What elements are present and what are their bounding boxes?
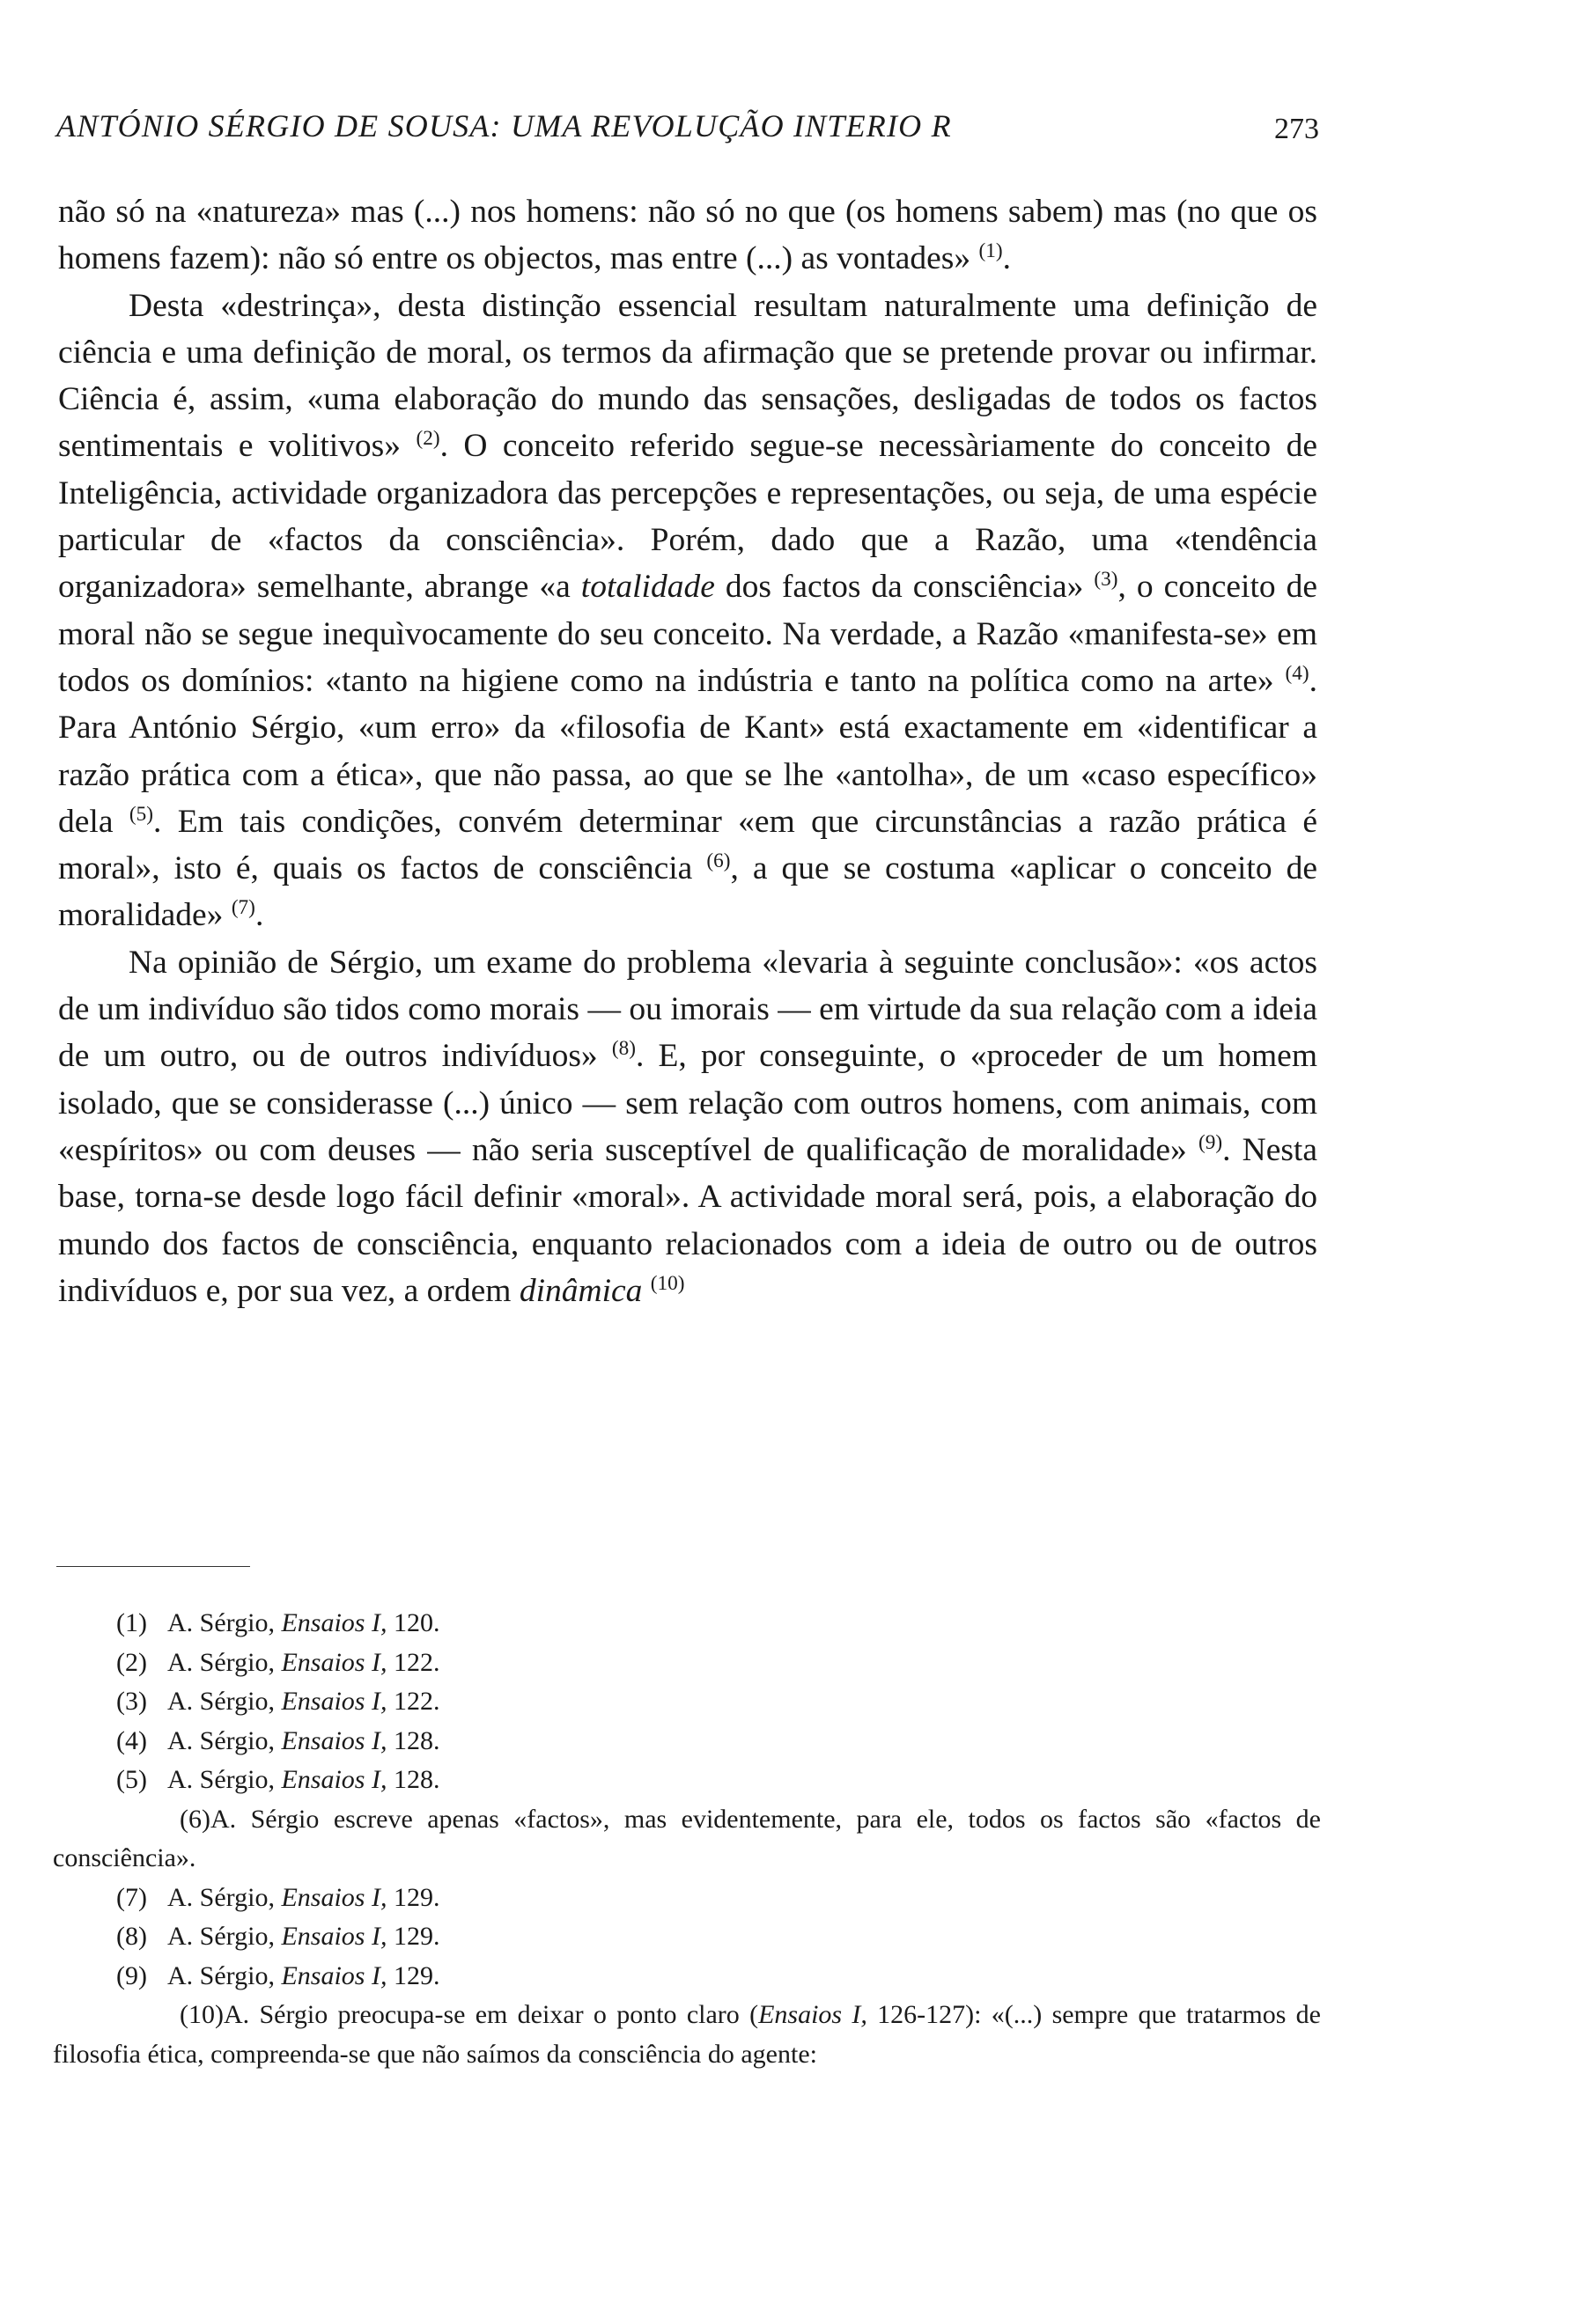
footnotes bbox=[53, 1604, 1321, 2074]
page-number: 273 bbox=[1274, 113, 1319, 145]
footnote-ref-10[interactable]: (10) bbox=[650, 1272, 685, 1296]
footnote-ref-6[interactable]: (6) bbox=[706, 849, 731, 873]
footnote-5: (5) A. Sérgio, Ensaios I, 128. bbox=[116, 1765, 440, 1794]
footnote-3: (3) A. Sérgio, Ensaios I, 122. bbox=[116, 1687, 440, 1716]
footnote-4: (4) A. Sérgio, Ensaios I, 128. bbox=[116, 1725, 440, 1755]
emphasis-dinamica: dinâmica bbox=[519, 1272, 643, 1309]
footnote-separator bbox=[56, 1566, 250, 1567]
footnote-10: (10)A. Sérgio preocupa-se em deixar o ponto claro (Ensaios I, 126-127): «(...) sempre que tratarmos de filosofia ética, compreenda-se que não saímos da consciência do agente: bbox=[53, 2000, 1321, 2069]
paragraph-3: Na opinião de Sérgio, um exame do problema «levaria à seguinte conclusão»: «os actos de um indivíduo são tidos como morais — ou imorais — em virtude da sua relação com a ideia de um outro, ou de outros indivíduos» $^{(8)}$. E, por conseguinte, o «proceder de um homem isolado, que se considerasse (...) único — sem relação com outros homens, com animais, com «espíritos» ou com deuses — não seria susceptível de qualificação de moralidade» $^{(9)}$. Nesta base, torna-se desde logo fácil definir «moral». A actividade moral será, pois, a elaboração do mundo dos factos de consciência, enquanto relacionados com a ideia de outro ou de outros indivíduos e, por sua vez, a ordem dinâmica $^{(10)}$ bbox=[58, 944, 1317, 1309]
footnote-ref-9[interactable]: (9) bbox=[1198, 1131, 1223, 1155]
running-head bbox=[56, 107, 1319, 151]
footnote-ref-1[interactable]: (1) bbox=[978, 239, 1003, 263]
footnote-7: (7) A. Sérgio, Ensaios I, 129. bbox=[116, 1882, 440, 1912]
emphasis-totalidade: totalidade bbox=[580, 569, 715, 606]
footnote-9: (9) A. Sérgio, Ensaios I, 129. bbox=[116, 1960, 440, 1990]
footnote-8: (8) A. Sérgio, Ensaios I, 129. bbox=[116, 1922, 440, 1951]
footnote-ref-4[interactable]: (4) bbox=[1285, 662, 1309, 686]
footnote-1: (1) A. Sérgio, Ensaios I, 120. bbox=[116, 1608, 440, 1637]
footnote-ref-2[interactable]: (2) bbox=[416, 427, 440, 451]
body-text bbox=[58, 188, 1317, 1314]
footnote-6: (6)A. Sérgio escreve apenas «factos», mas evidentemente, para ele, todos os factos são «factos de consciência». bbox=[53, 1804, 1321, 1872]
footnote-2: (2) A. Sérgio, Ensaios I, 122. bbox=[116, 1647, 440, 1677]
footnote-ref-5[interactable]: (5) bbox=[129, 803, 153, 827]
footnote-ref-8[interactable]: (8) bbox=[611, 1037, 636, 1061]
paragraph-2: Desta «destrinça», desta distinção essencial resultam naturalmente uma definição de ciência e uma definição de moral, os termos da afirmação que se pretende provar ou infirmar. Ciência é, assim, «uma elaboração do mundo das sensações, desligadas de todos os factos sentimentais e volitivos» $^{(2)}$. O conceito referido segue-se necessàriamente do conceito de Inteligência, actividade organizadora das percepções e representações, ou seja, de uma espécie particular de «factos da consciência». Porém, dado que a Razão, uma «tendência organizadora» semelhante, abrange «a totalidade dos factos da consciência» $^{(3)}$, o conceito de moral não se segue inequìvocamente do seu conceito. Na verdade, a Razão «manifesta-se» em todos os domínios: «tanto na higiene como na indústria e tanto na política como na arte» $^{(4)}$. Para António Sérgio, «um erro» da «filosofia de Kant» está exactamente em «identificar a razão prática com a ética», que não passa, ao que se lhe «antolha», de um «caso específico» dela $^{(5)}$. Em tais condições, convém determinar «em que circunstâncias a razão prática é moral», isto é, quais os factos de consciência $^{(6)}$, a que se costuma «aplicar o conceito de moralidade» $^{(7)}$. bbox=[58, 287, 1317, 934]
paragraph-1: não só na «natureza» mas (...) nos homens: não só no que (os homens sabem) mas (no que os homens fazem): não só entre os objectos, mas entre (...) as vontades» $^{(1)}$. bbox=[58, 194, 1317, 277]
footnote-ref-7[interactable]: (7) bbox=[231, 896, 255, 920]
footnote-ref-3[interactable]: (3) bbox=[1094, 568, 1118, 592]
running-head-title: ANTÓNIO SÉRGIO DE SOUSA: UMA REVOLUÇÃO INTERIO R bbox=[56, 108, 952, 143]
